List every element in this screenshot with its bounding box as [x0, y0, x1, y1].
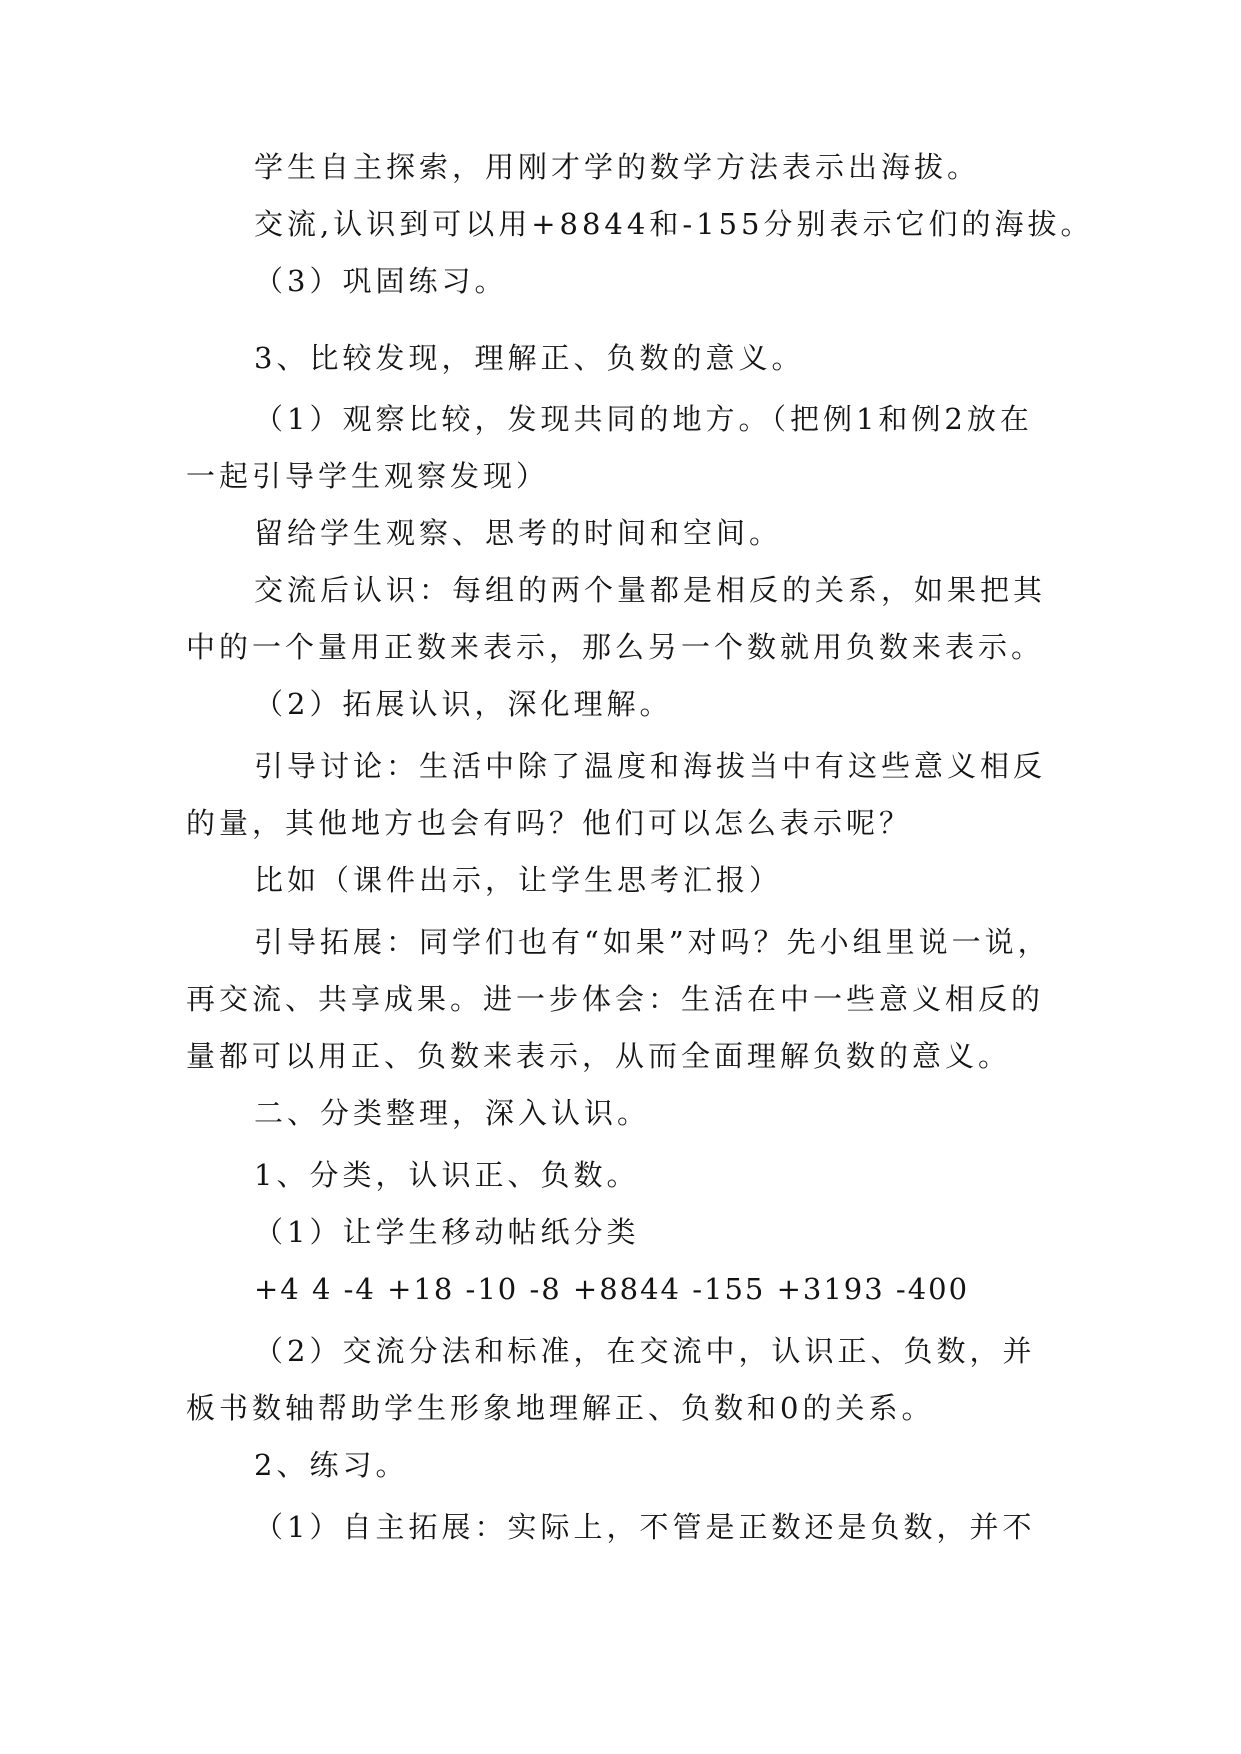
- text-line-22: 板书数轴帮助学生形象地理解正、负数和0的关系。: [186, 1391, 935, 1425]
- text-line-17: 二、分类整理，深入认识。: [254, 1096, 651, 1130]
- text-line-21: （2）交流分法和标准，在交流中，认识正、负数，并: [254, 1334, 1036, 1368]
- text-line-6: 一起引导学生观察发现）: [186, 459, 550, 493]
- text-line-5: （1）观察比较，发现共同的地方。（把例1和例2放在: [254, 402, 1033, 436]
- number-list-line: +4 4 -4 +18 -10 -8 +8844 -155 +3193 -400: [254, 1272, 970, 1306]
- text-line-10: （2）拓展认识，深化理解。: [254, 687, 673, 721]
- text-line-1: 学生自主探索，用刚才学的数学方法表示出海拔。: [254, 150, 981, 184]
- text-line-16: 量都可以用正、负数来表示，从而全面理解负数的意义。: [186, 1039, 1012, 1073]
- text-line-8: 交流后认识：每组的两个量都是相反的关系，如果把其: [254, 573, 1047, 607]
- text-line-19: （1）让学生移动帖纸分类: [254, 1215, 640, 1249]
- text-line-2: 交流,认识到可以用+8844和-155分别表示它们的海拔。: [254, 207, 1094, 241]
- text-line-23: 2、练习。: [254, 1448, 409, 1482]
- text-line-9: 中的一个量用正数来表示，那么另一个数就用负数来表示。: [186, 630, 1045, 664]
- text-line-14: 引导拓展：同学们也有“如果”对吗？先小组里说一说，: [254, 925, 1051, 959]
- text-line-13: 比如（课件出示，让学生思考汇报）: [254, 863, 783, 897]
- text-line-3: （3）巩固练习。: [254, 264, 508, 298]
- text-line-18: 1、分类，认识正、负数。: [254, 1158, 640, 1192]
- text-line-24: （1）自主拓展：实际上，不管是正数还是负数，并不: [254, 1510, 1036, 1544]
- text-line-4: 3、比较发现，理解正、负数的意义。: [254, 341, 805, 375]
- text-line-15: 再交流、共享成果。进一步体会：生活在中一些意义相反的: [186, 982, 1045, 1016]
- text-line-7: 留给学生观察、思考的时间和空间。: [254, 516, 783, 550]
- text-line-11: 引导讨论：生活中除了温度和海拔当中有这些意义相反: [254, 749, 1047, 783]
- text-line-12: 的量，其他地方也会有吗？他们可以怎么表示呢？: [186, 806, 913, 840]
